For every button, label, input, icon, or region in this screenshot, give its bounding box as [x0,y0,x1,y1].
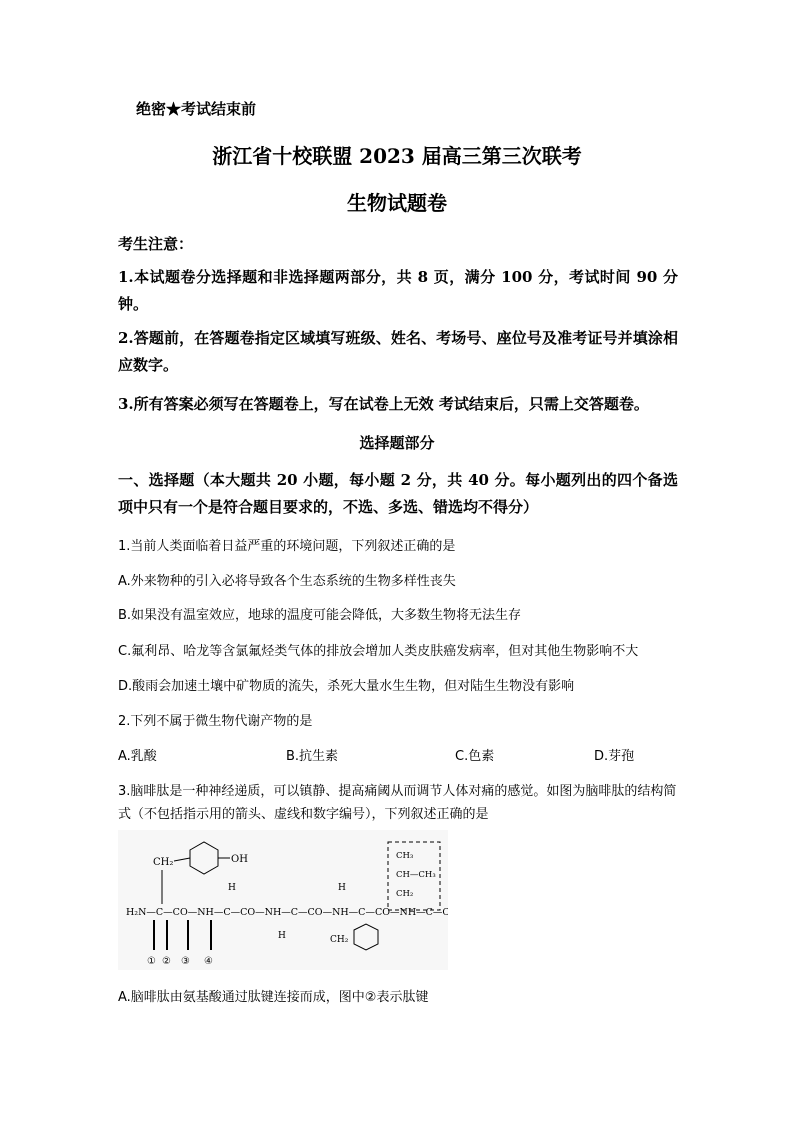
label-3: ③ [181,956,190,967]
question-2-option-d: D.芽孢 [594,749,635,764]
question-3-option-a: A.脑啡肽由氨基酸通过肽键连接而成，图中②表示肽键 [118,990,429,1005]
question-2-stem: 2.下列不属于微生物代谢产物的是 [118,714,313,729]
question-1-option-d: D.酸雨会加速土壤中矿物质的流失，杀死大量水生生物，但对陆生生物没有影响 [118,679,575,694]
question-1-option-a: A.外来物种的引入必将导致各个生态系统的生物多样性丧失 [118,574,456,589]
r-group-line-2: CH—CH₃ [396,870,436,880]
question-1-option-c: C.氟利昂、哈龙等含氯氟烃类气体的排放会增加人类皮肤癌发病率，但对其他生物影响不大 [118,644,639,659]
question-2-option-c: C.色素 [455,749,495,764]
secret-mark: 绝密★考试结束前 [136,100,257,118]
question-2-option-b: B.抗生素 [286,749,339,764]
label-1: ① [147,956,156,967]
part-one-instructions: 一、选择题（本大题共 20 小题，每小题 2 分，共 40 分。每小题列出的四个备选项中只有一个是符合题目要求的，不选、多选、错选均不得分） [118,471,678,516]
question-3-stem: 3.脑啡肽是一种神经递质，可以镇静、提高痛阈从而调节人体对痛的感觉。如图为脑啡肽的结构简式（不包括指示用的箭头、虚线和数字编号），下列叙述正确的是 [118,784,677,822]
label-4: ④ [204,956,213,967]
question-1-option-b: B.如果没有温室效应，地球的温度可能会降低，大多数生物将无法生存 [118,608,522,623]
structure-svg [118,830,448,970]
notice-item-2: 2.答题前，在答题卷指定区域填写班级、姓名、考场号、座位号及准考证号并填涂相应数字。 [118,329,678,374]
exam-subtitle: 生物试题卷 [347,191,447,215]
question-1-stem: 1.当前人类面临着日益严重的环境问题，下列叙述正确的是 [118,539,456,554]
r-group-line-1: CH₃ [396,851,414,861]
notice-heading: 考生注意： [118,235,194,253]
atom-ch2-bottom: CH₂ [330,935,349,945]
peptide-main-chain: H₂N—C—CO—NH—C—CO—NH—C—CO—NH—C—CO—NH—C—COOH [126,907,448,918]
atom-h-3: H [338,883,346,893]
exam-title: 浙江省十校联盟 2023 届高三第三次联考 [212,144,582,168]
notice-item-3: 3.所有答案必须写在答题卷上，写在试卷上无效 考试结束后，只需上交答题卷。 [118,395,649,413]
enkephalin-structure-figure [118,830,448,970]
atom-h-2: H [278,931,286,941]
atom-oh: OH [231,854,248,865]
question-2-option-a: A.乳酸 [118,749,157,764]
section-title: 选择题部分 [359,434,435,452]
notice-item-1: 1.本试题卷分选择题和非选择题两部分，共 8 页，满分 100 分，考试时间 90 分钟。 [118,268,678,313]
r-group-line-3: CH₂ [396,889,414,899]
label-2: ② [162,956,171,967]
atom-h-1: H [228,883,236,893]
atom-ch2-top-left: CH₂ [153,857,174,868]
